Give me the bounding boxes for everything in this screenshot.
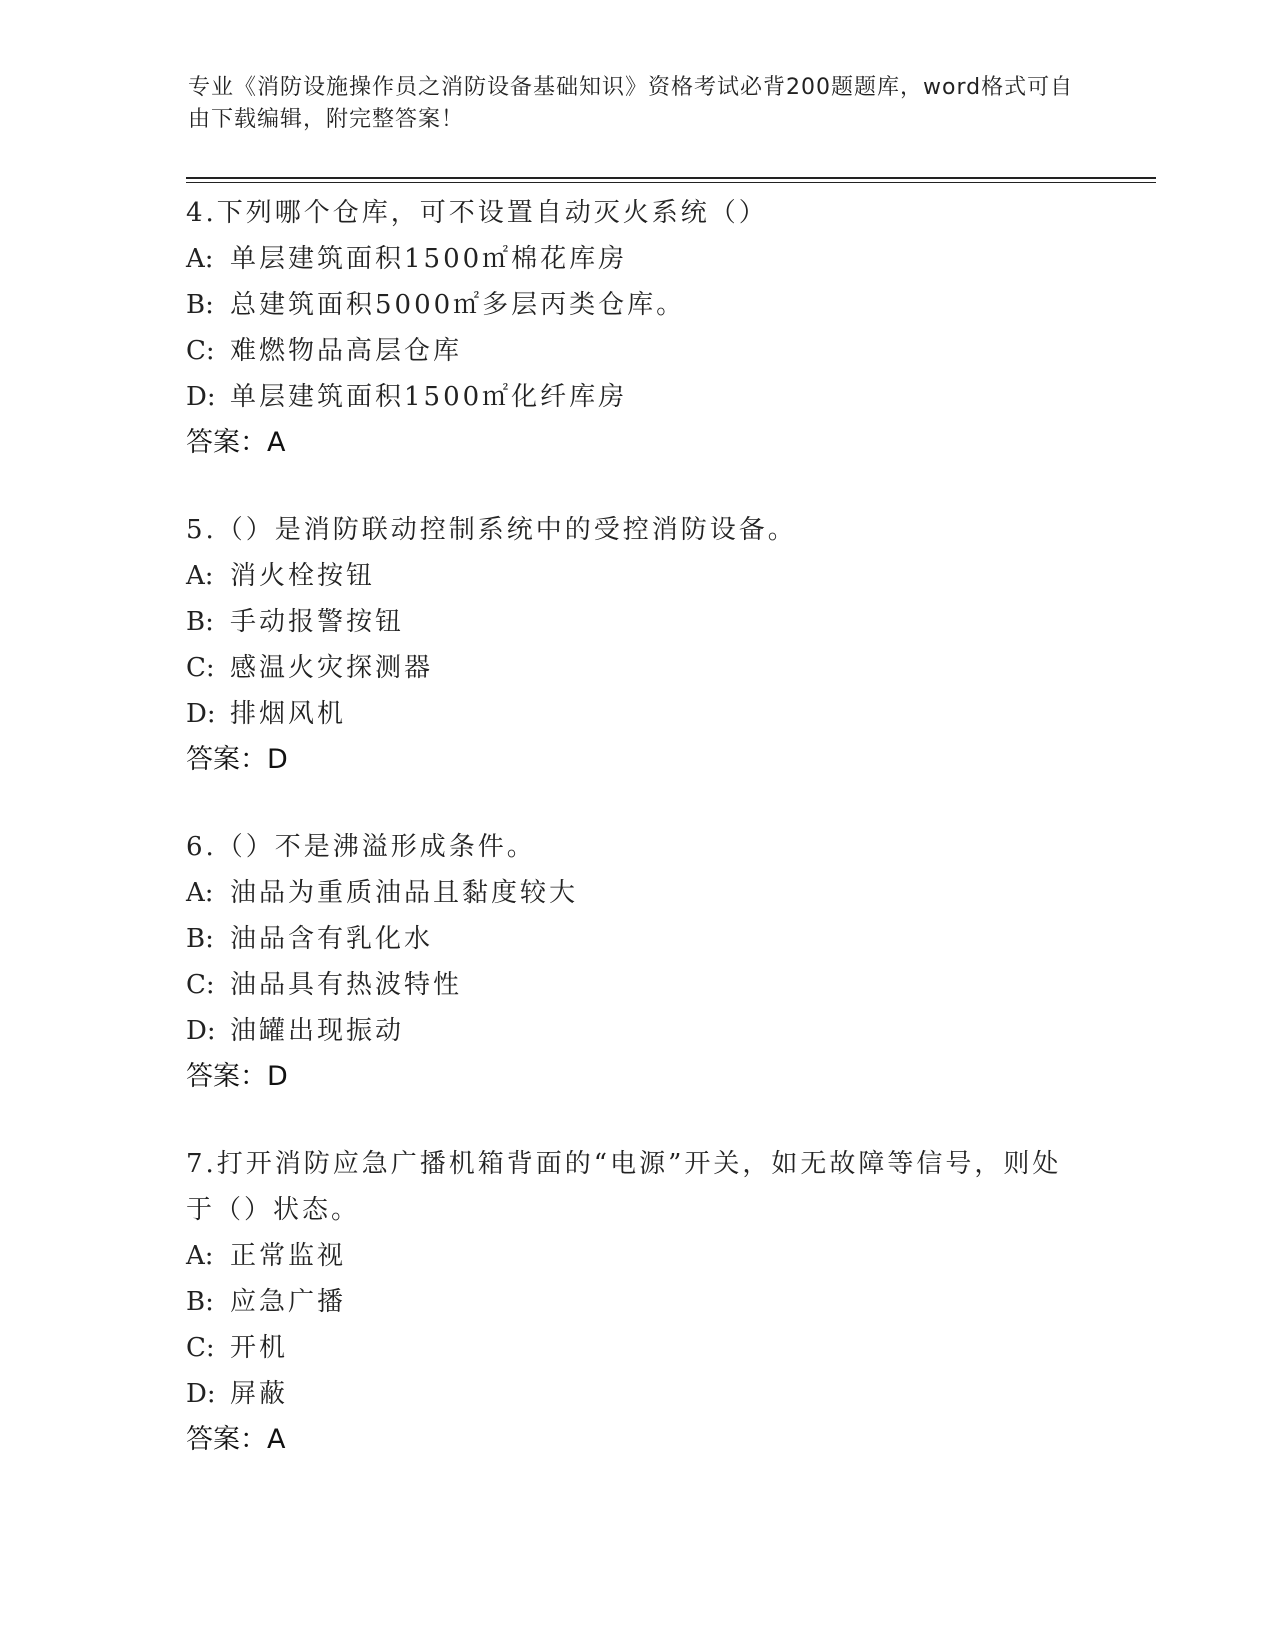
- option-text: 手动报警按钮: [230, 607, 405, 637]
- option-letter: A:: [186, 244, 214, 274]
- document-header: 专业《消防设施操作员之消防设备基础知识》资格考试必背200题题库，word格式可自由下载编辑，附完整答案！: [188, 75, 1074, 132]
- option-d: [186, 1371, 1086, 1417]
- option-b: [186, 916, 1086, 962]
- option-letter: D:: [186, 1379, 216, 1409]
- option-letter: A:: [186, 878, 214, 908]
- question-list: [186, 190, 1086, 1504]
- answer-line: 答案：A: [186, 427, 286, 458]
- option-text: 消火栓按钮: [230, 561, 376, 591]
- option-c: [186, 645, 1086, 691]
- option-a: [186, 553, 1086, 599]
- option-text: 正常监视: [230, 1241, 347, 1271]
- question-stem: 7.打开消防应急广播机箱背面的“电源”开关，如无故障等信号，则处于（）状态。: [186, 1149, 1062, 1225]
- option-text: 油品为重质油品且黏度较大: [230, 878, 579, 908]
- option-text: 油罐出现振动: [230, 1016, 405, 1046]
- option-letter: C:: [186, 653, 215, 683]
- option-letter: A:: [186, 561, 214, 591]
- option-text: 感温火灾探测器: [230, 653, 434, 683]
- option-letter: B:: [186, 607, 214, 637]
- option-letter: C:: [186, 1333, 215, 1363]
- header-divider-thick: [186, 177, 1156, 179]
- option-a: [186, 1233, 1086, 1279]
- question-stem: 5.（）是消防联动控制系统中的受控消防设备。: [186, 515, 797, 545]
- option-d: [186, 691, 1086, 737]
- option-c: [186, 962, 1086, 1008]
- option-text: 油品具有热波特性: [230, 970, 463, 1000]
- option-text: 油品含有乳化水: [230, 924, 434, 954]
- question-item: [186, 824, 1086, 1100]
- option-text: 单层建筑面积1500㎡化纤库房: [230, 382, 628, 412]
- answer-line: 答案：D: [186, 1061, 288, 1092]
- option-letter: B:: [186, 924, 214, 954]
- header-divider-thin: [186, 182, 1156, 183]
- option-text: 单层建筑面积1500㎡棉花库房: [230, 244, 628, 274]
- option-text: 应急广播: [230, 1287, 347, 1317]
- option-letter: A:: [186, 1241, 214, 1271]
- option-letter: B:: [186, 1287, 214, 1317]
- question-stem: 4.下列哪个仓库，可不设置自动灭火系统（）: [186, 198, 768, 228]
- option-text: 屏蔽: [230, 1379, 289, 1409]
- question-item: [186, 190, 1086, 466]
- option-letter: B:: [186, 290, 214, 320]
- option-letter: D:: [186, 382, 216, 412]
- option-b: [186, 599, 1086, 645]
- answer-line: 答案：D: [186, 744, 288, 775]
- option-text: 总建筑面积5000㎡多层丙类仓库。: [230, 290, 686, 320]
- option-c: [186, 328, 1086, 374]
- question-stem: 6.（）不是沸溢形成条件。: [186, 832, 536, 862]
- option-b: [186, 1279, 1086, 1325]
- option-text: 排烟风机: [230, 699, 347, 729]
- option-text: 难燃物品高层仓库: [230, 336, 463, 366]
- option-c: [186, 1325, 1086, 1371]
- option-d: [186, 1008, 1086, 1054]
- option-letter: C:: [186, 336, 215, 366]
- option-a: [186, 870, 1086, 916]
- answer-line: 答案：A: [186, 1424, 286, 1455]
- question-item: [186, 507, 1086, 783]
- question-item: [186, 1141, 1086, 1463]
- option-b: [186, 282, 1086, 328]
- option-letter: D:: [186, 1016, 216, 1046]
- option-a: [186, 236, 1086, 282]
- option-letter: C:: [186, 970, 215, 1000]
- option-text: 开机: [230, 1333, 289, 1363]
- option-letter: D:: [186, 699, 216, 729]
- option-d: [186, 374, 1086, 420]
